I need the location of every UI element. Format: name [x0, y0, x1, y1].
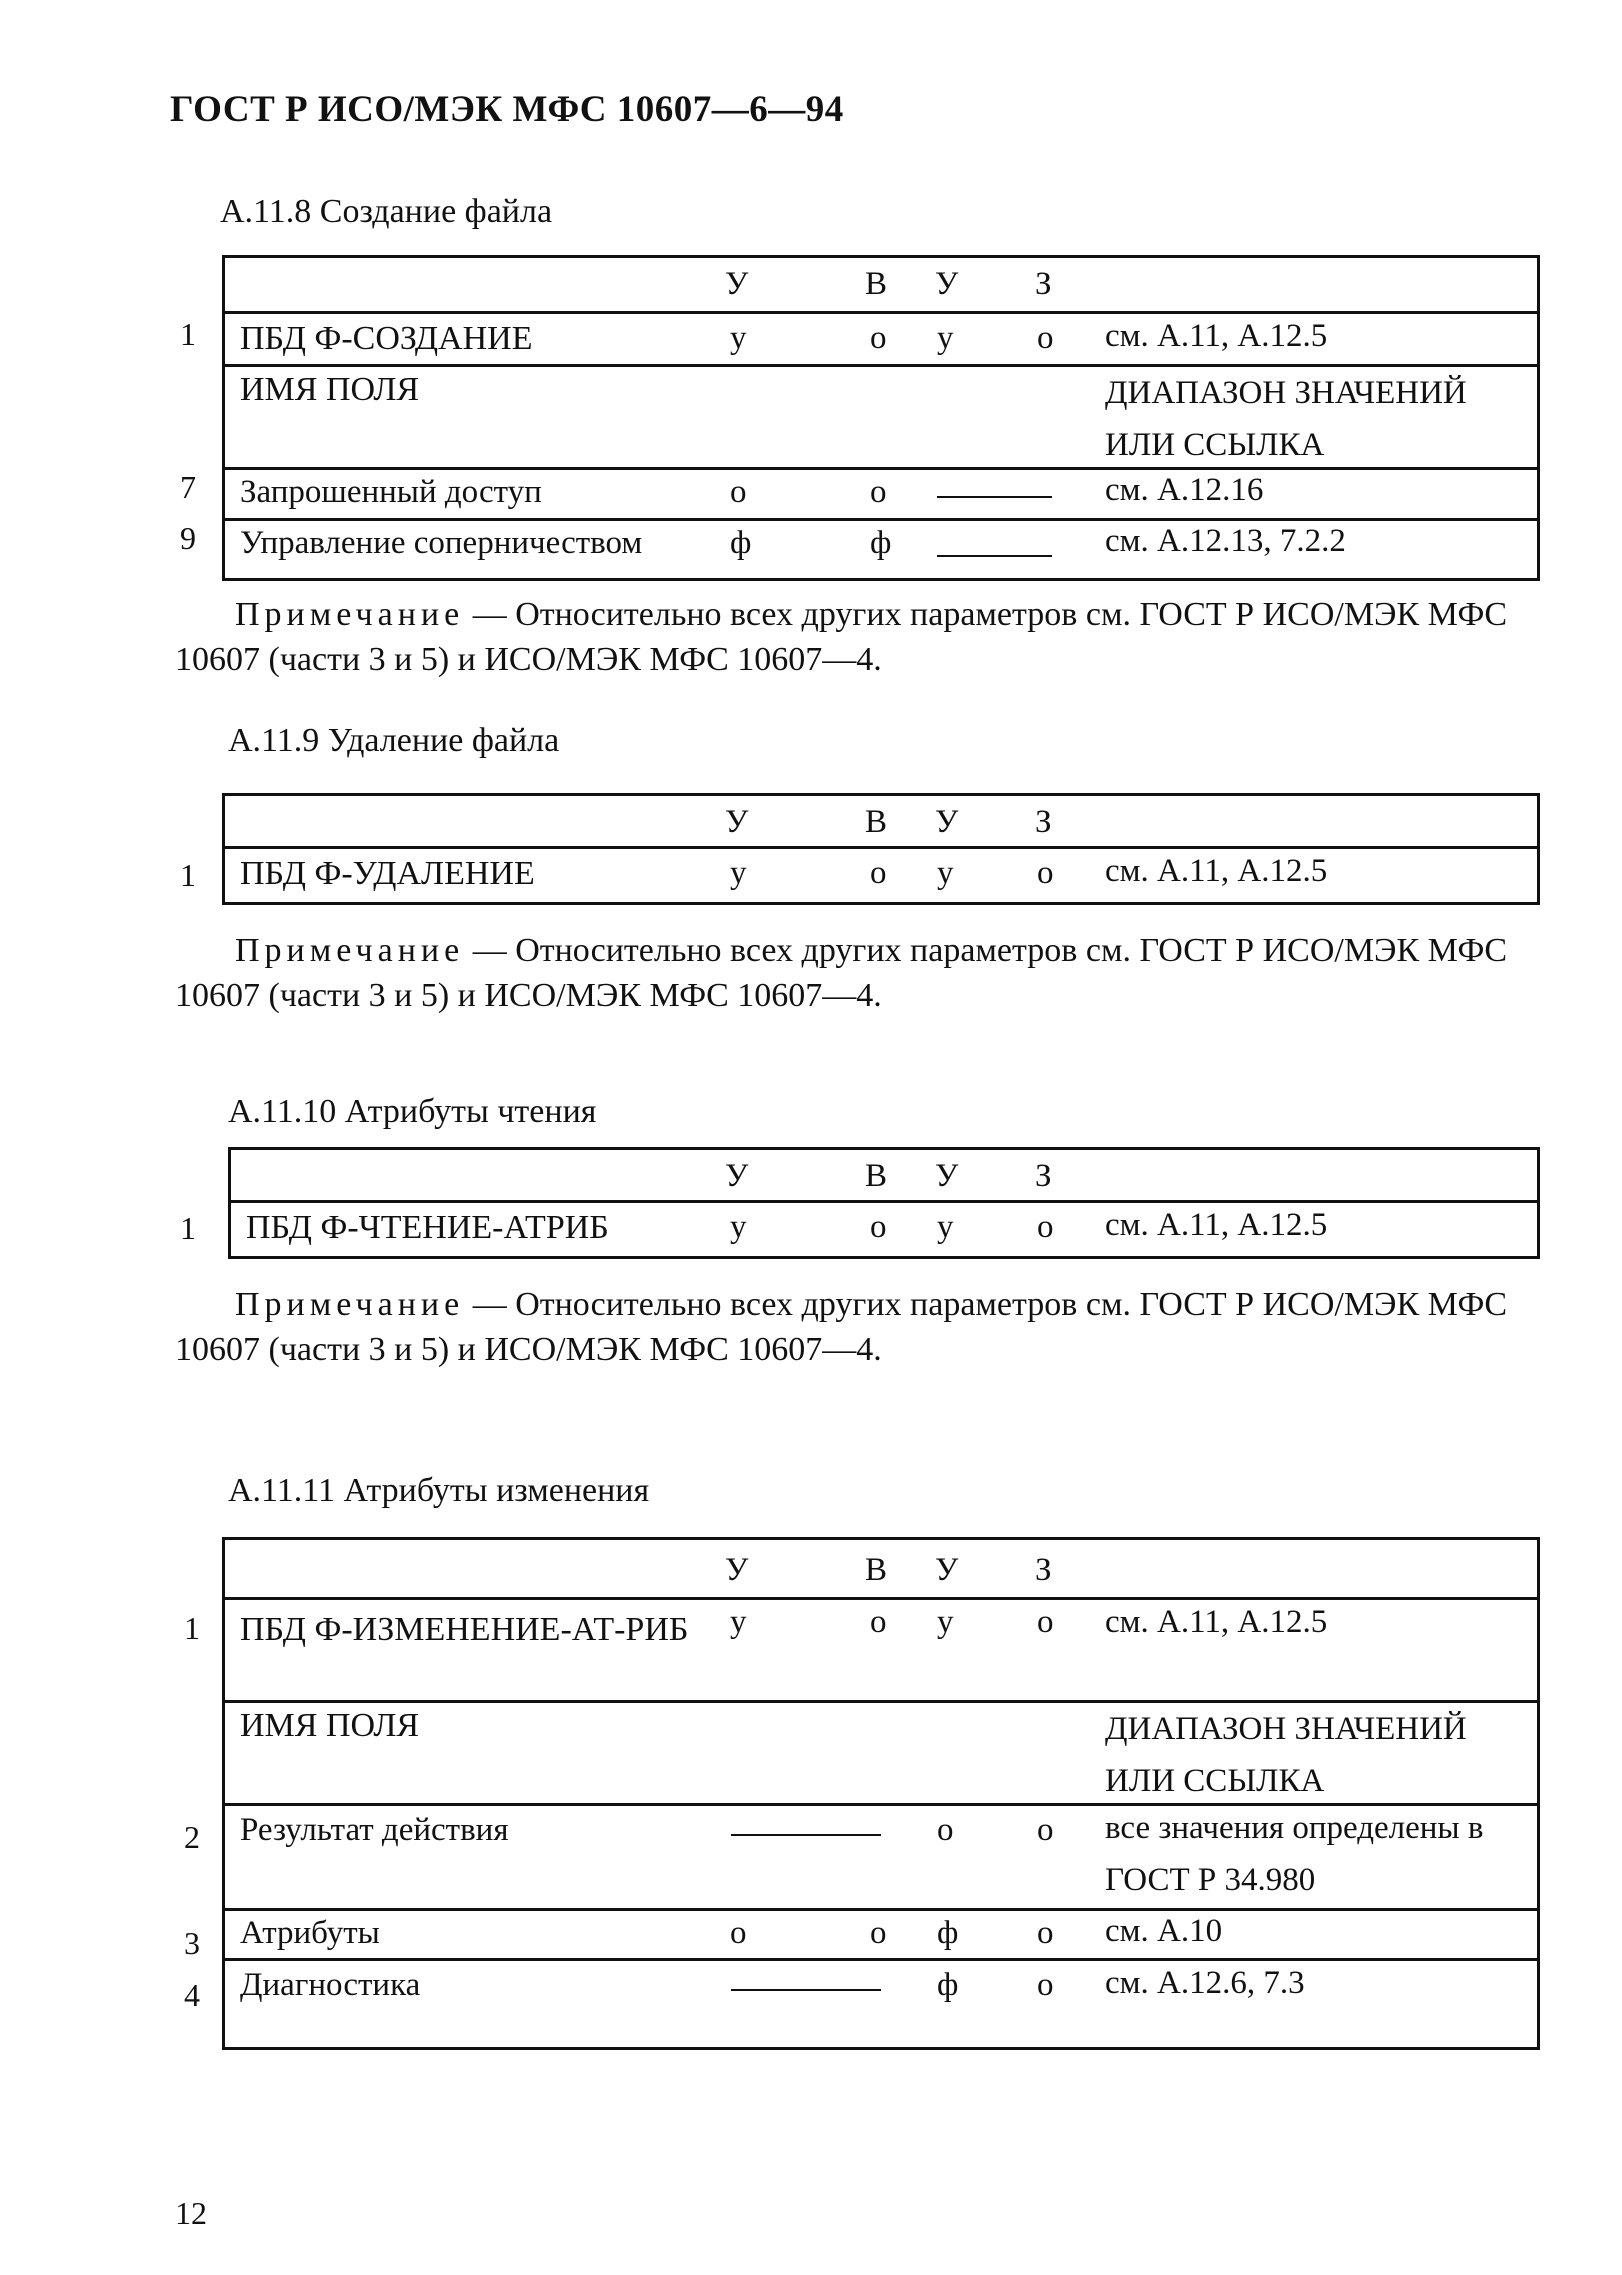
field-name-header: ИМЯ ПОЛЯ [240, 1707, 420, 1744]
empty-dash [731, 1989, 881, 1991]
row-value-v: о [870, 855, 887, 891]
row-value-z: о [1037, 320, 1054, 356]
row-value-u: у [730, 1604, 747, 1640]
col-header-u1: У [725, 1552, 749, 1588]
table-change-attributes [222, 1537, 1540, 2050]
table-subheader-row [225, 1700, 1537, 1806]
col-header-u1: У [725, 266, 749, 302]
row-name: Результат действия [240, 1812, 509, 1848]
row-number: 1 [184, 1610, 200, 1646]
row-value-u: о [730, 474, 747, 510]
row-value-v: о [870, 1209, 887, 1245]
note-3 [175, 1282, 1555, 1372]
row-value-z: о [1037, 855, 1054, 891]
col-header-z: З [1035, 266, 1052, 302]
note-text: — Относительно всех других параметров см. ГОСТ Р ИСО/МЭК МФС 10607 (части 3 и 5) и ИСО/МЭК МФС 10607—4. [175, 1286, 1507, 1368]
row-value-u2: у [937, 855, 954, 891]
note-text: — Относительно всех других параметров см. ГОСТ Р ИСО/МЭК МФС 10607 (части 3 и 5) и ИСО/МЭК МФС 10607—4. [175, 932, 1507, 1014]
table-row [225, 467, 1537, 521]
table-header-row [225, 258, 1537, 311]
row-value-v: о [870, 474, 887, 510]
row-value-u2: у [937, 320, 954, 356]
row-value-z: о [1037, 1812, 1054, 1848]
note-label: Примечание [235, 1286, 465, 1323]
note-text: — Относительно всех других параметров см. ГОСТ Р ИСО/МЭК МФС 10607 (части 3 и 5) и ИСО/МЭК МФС 10607—4. [175, 596, 1507, 678]
section-title-a11-10: А.11.10 Атрибуты чтения [228, 1093, 597, 1130]
table-header-row [225, 1540, 1537, 1597]
section-title-a11-9: А.11.9 Удаление файла [228, 722, 560, 759]
col-header-u1: У [725, 1158, 749, 1194]
row-value-v: о [870, 1915, 887, 1951]
row-number: 7 [180, 469, 196, 505]
section-title-a11-8: А.11.8 Создание файла [220, 193, 553, 230]
col-header-u2: У [935, 804, 959, 840]
row-reference: см. А.11, А.12.5 [1105, 853, 1328, 889]
table-row [225, 1958, 1537, 2050]
row-value-u: у [730, 855, 747, 891]
row-number: 9 [180, 520, 196, 556]
field-name-header: ИМЯ ПОЛЯ [240, 371, 420, 408]
row-name: ПБД Ф-СОЗДАНИЕ [240, 320, 533, 357]
value-range-header: ДИАПАЗОН ЗНАЧЕНИЙ ИЛИ ССЫЛКА [1105, 375, 1467, 463]
col-header-v: В [865, 1158, 888, 1194]
table-row [225, 1803, 1537, 1911]
row-number: 3 [184, 1925, 200, 1961]
row-value-u2: ф [937, 1915, 959, 1951]
table-header-row [231, 1150, 1537, 1200]
row-reference: см. А.10 [1105, 1913, 1223, 1949]
section-title-a11-11: А.11.11 Атрибуты изменения [228, 1472, 650, 1509]
row-value-z: о [1037, 1209, 1054, 1245]
document-header: ГОСТ Р ИСО/МЭК МФС 10607—6—94 [170, 89, 844, 130]
empty-dash [731, 1834, 881, 1836]
row-reference: см. А.12.6, 7.3 [1105, 1965, 1305, 2001]
note-label: Примечание [235, 596, 465, 633]
row-reference: все значения определены в ГОСТ Р 34.980 [1105, 1810, 1484, 1898]
row-value-u: ф [730, 525, 752, 561]
table-row [225, 1597, 1537, 1703]
row-value-u2: ф [937, 1967, 959, 2003]
table-row [225, 518, 1537, 581]
row-value-z: о [1037, 1967, 1054, 2003]
row-value-u2: о [937, 1812, 954, 1848]
row-reference: см. А.11, А.12.5 [1105, 318, 1328, 354]
row-name: ПБД Ф-ИЗМЕНЕНИЕ-АТ-РИБ [240, 1611, 689, 1648]
row-value-u: у [730, 1209, 747, 1245]
row-value-v: ф [870, 525, 892, 561]
col-header-z: З [1035, 804, 1052, 840]
note-1 [175, 592, 1555, 682]
row-value-u2: у [937, 1209, 954, 1245]
row-name: Диагностика [240, 1967, 421, 2003]
empty-dash [937, 496, 1052, 498]
row-number: 1 [180, 316, 196, 352]
col-header-u1: У [725, 804, 749, 840]
row-value-v: о [870, 320, 887, 356]
row-reference: см. А.11, А.12.5 [1105, 1207, 1328, 1243]
page-number: 12 [175, 2195, 207, 2231]
table-row [231, 1200, 1537, 1259]
row-value-u: у [730, 320, 747, 356]
row-name: Запрошенный доступ [240, 474, 542, 510]
row-reference: см. А.12.16 [1105, 472, 1264, 508]
row-number: 1 [180, 857, 196, 893]
col-header-u2: У [935, 1552, 959, 1588]
col-header-z: З [1035, 1552, 1052, 1588]
value-range-header: ДИАПАЗОН ЗНАЧЕНИЙ ИЛИ ССЫЛКА [1105, 1711, 1467, 1799]
col-header-z: З [1035, 1158, 1052, 1194]
table-row [225, 846, 1537, 905]
row-value-v: о [870, 1604, 887, 1640]
row-name: Атрибуты [240, 1915, 380, 1951]
col-header-u2: У [935, 1158, 959, 1194]
table-subheader-row [225, 364, 1537, 470]
col-header-u2: У [935, 266, 959, 302]
row-name: Управление соперничеством [240, 525, 643, 561]
table-file-create [222, 255, 1540, 581]
col-header-v: В [865, 804, 888, 840]
table-row [225, 1908, 1537, 1961]
row-value-z: о [1037, 1604, 1054, 1640]
table-header-row [225, 796, 1537, 846]
row-number: 4 [184, 1977, 200, 2013]
row-number: 1 [180, 1210, 196, 1246]
note-label: Примечание [235, 932, 465, 969]
row-name: ПБД Ф-УДАЛЕНИЕ [240, 855, 535, 892]
row-value-z: о [1037, 1915, 1054, 1951]
row-reference: см. А.11, А.12.5 [1105, 1604, 1328, 1640]
row-name: ПБД Ф-ЧТЕНИЕ-АТРИБ [246, 1209, 609, 1246]
table-row [225, 311, 1537, 367]
row-value-u: о [730, 1915, 747, 1951]
empty-dash [937, 555, 1052, 557]
note-2 [175, 928, 1555, 1018]
row-number: 2 [184, 1819, 200, 1855]
table-read-attributes [228, 1147, 1540, 1259]
col-header-v: В [865, 1552, 888, 1588]
row-value-u2: у [937, 1604, 954, 1640]
col-header-v: В [865, 266, 888, 302]
table-file-delete [222, 793, 1540, 905]
row-reference: см. А.12.13, 7.2.2 [1105, 523, 1346, 559]
